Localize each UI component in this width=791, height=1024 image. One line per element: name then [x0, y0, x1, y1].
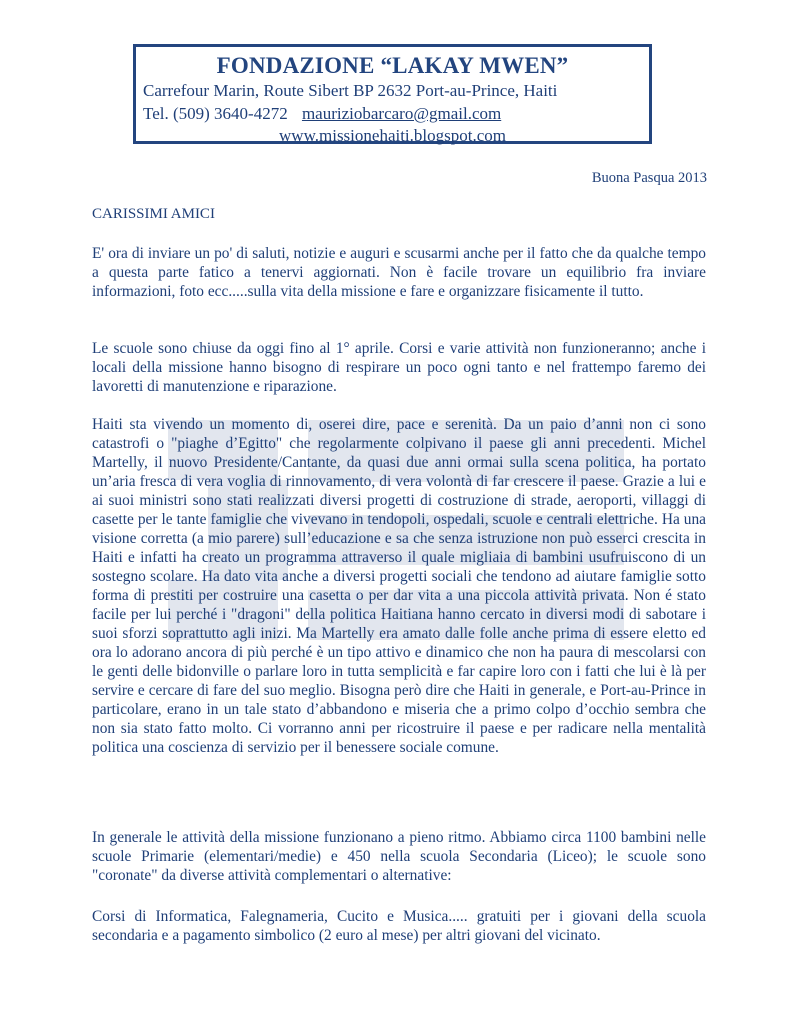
letter-greeting: CARISSIMI AMICI [92, 206, 215, 222]
paragraph-schools-closed: Le scuole sono chiuse da oggi fino al 1° aprile. Corsi e varie attività non funzioneranno; anche i locali della missione hanno bisogno di respirare un poco ogni tanto e nel frattempo faremo dei lavoretti di manutenzione e riparazione. [92, 340, 706, 395]
letterhead-box [133, 44, 652, 144]
foundation-address: Carrefour Marin, Route Sibert BP 2632 Port-au-Prince, Haiti [143, 81, 558, 100]
paragraph-intro: E' ora di inviare un po' di saluti, notizie e auguri e scusarmi anche per il fatto che da qualche tempo a questa parte fatico a tenervi aggiornati. Non è facile trovare un equilibrio fra inviare informazioni, foto ecc.....sulla vita della missione e fare e organizzare fisicamente il tutto. [92, 245, 706, 300]
foundation-title: FONDAZIONE “LAKAY MWEN” [216, 53, 569, 78]
paragraph-haiti-situation: Haiti sta vivendo un momento di, oserei dire, pace e serenità. Da un paio d’anni non ci sono catastrofi o "piaghe d’Egitto" che regolarmente colpivano il paese gli anni precedenti. Michel Martelly, il nuovo Presidente/Cantante, da quasi due anni ormai sulla scena politica, ha portato un’aria fresca di vera voglia di rinnovamento, di vera volontà di far crescere il paese. Grazie a lui e ai suoi ministri sono stati realizzati diversi progetti di costruzione di strade, aeroporti, villaggi di casette per le tante famiglie che vivevano in tendopoli, ospedali, scuole e centrali elettriche. Ha una visione corretta (a mio parere) sull’educazione e sa che senza istruzione non può esserci crescita in Haiti e infatti ha creato un programma attraverso il quale migliaia di bambini usufruiscono di un sostegno scolare. Ha dato vita anche a diversi progetti sociali che tendono ad aiutare famiglie sotto forma di prestiti per costruire una casetta o per dar vita a una piccola attività privata. Non é stato facile per lui perché i "dragoni" della politica Haitiana hanno cercato in diversi modi di sabotare i suoi sforzi soprattutto agli inizi. Ma Martelly era amato dalle folle anche prima di essere eletto ed ora lo adorano ancora di più perché è un tipo attivo e dinamico che non ha paura di mescolarsi con le genti delle bidonville o parlare loro in tutta semplicità e far capire loro con i fatti che lui è là per servire e cercare di fare del suo meglio. Bisogna però dire che Haiti in generale, e Port-au-Prince in particolare, erano in un tale stato d’abbandono e miseria che a primo colpo d’occhio sembra che non sia stato fatto molto. Ci vorranno anni per ricostruire il paese e per radicare nella mentalità politica una coscienza di servizio per il benessere sociale comune. [92, 416, 706, 756]
paragraph-courses: Corsi di Informatica, Falegnameria, Cucito e Musica..... gratuiti per i giovani della scuola secondaria e a pagamento simbolico (2 euro al mese) per altri giovani del vicinato. [92, 908, 706, 944]
contact-line [143, 104, 501, 124]
website-link[interactable]: www.missionehaiti.blogspot.com [279, 126, 506, 145]
letter-date: Buona Pasqua 2013 [591, 170, 707, 186]
phone-number: Tel. (509) 3640-4272 [143, 104, 288, 123]
email-link[interactable]: mauriziobarcaro@gmail.com [301, 104, 502, 123]
paragraph-mission-activities: In generale le attività della missione funzionano a pieno ritmo. Abbiamo circa 1100 bambini nelle scuole Primarie (elementari/medie) e 450 nella scuola Secondaria (Liceo); le scuole sono "coronate" da diverse attività complementari o alternative: [92, 829, 706, 884]
